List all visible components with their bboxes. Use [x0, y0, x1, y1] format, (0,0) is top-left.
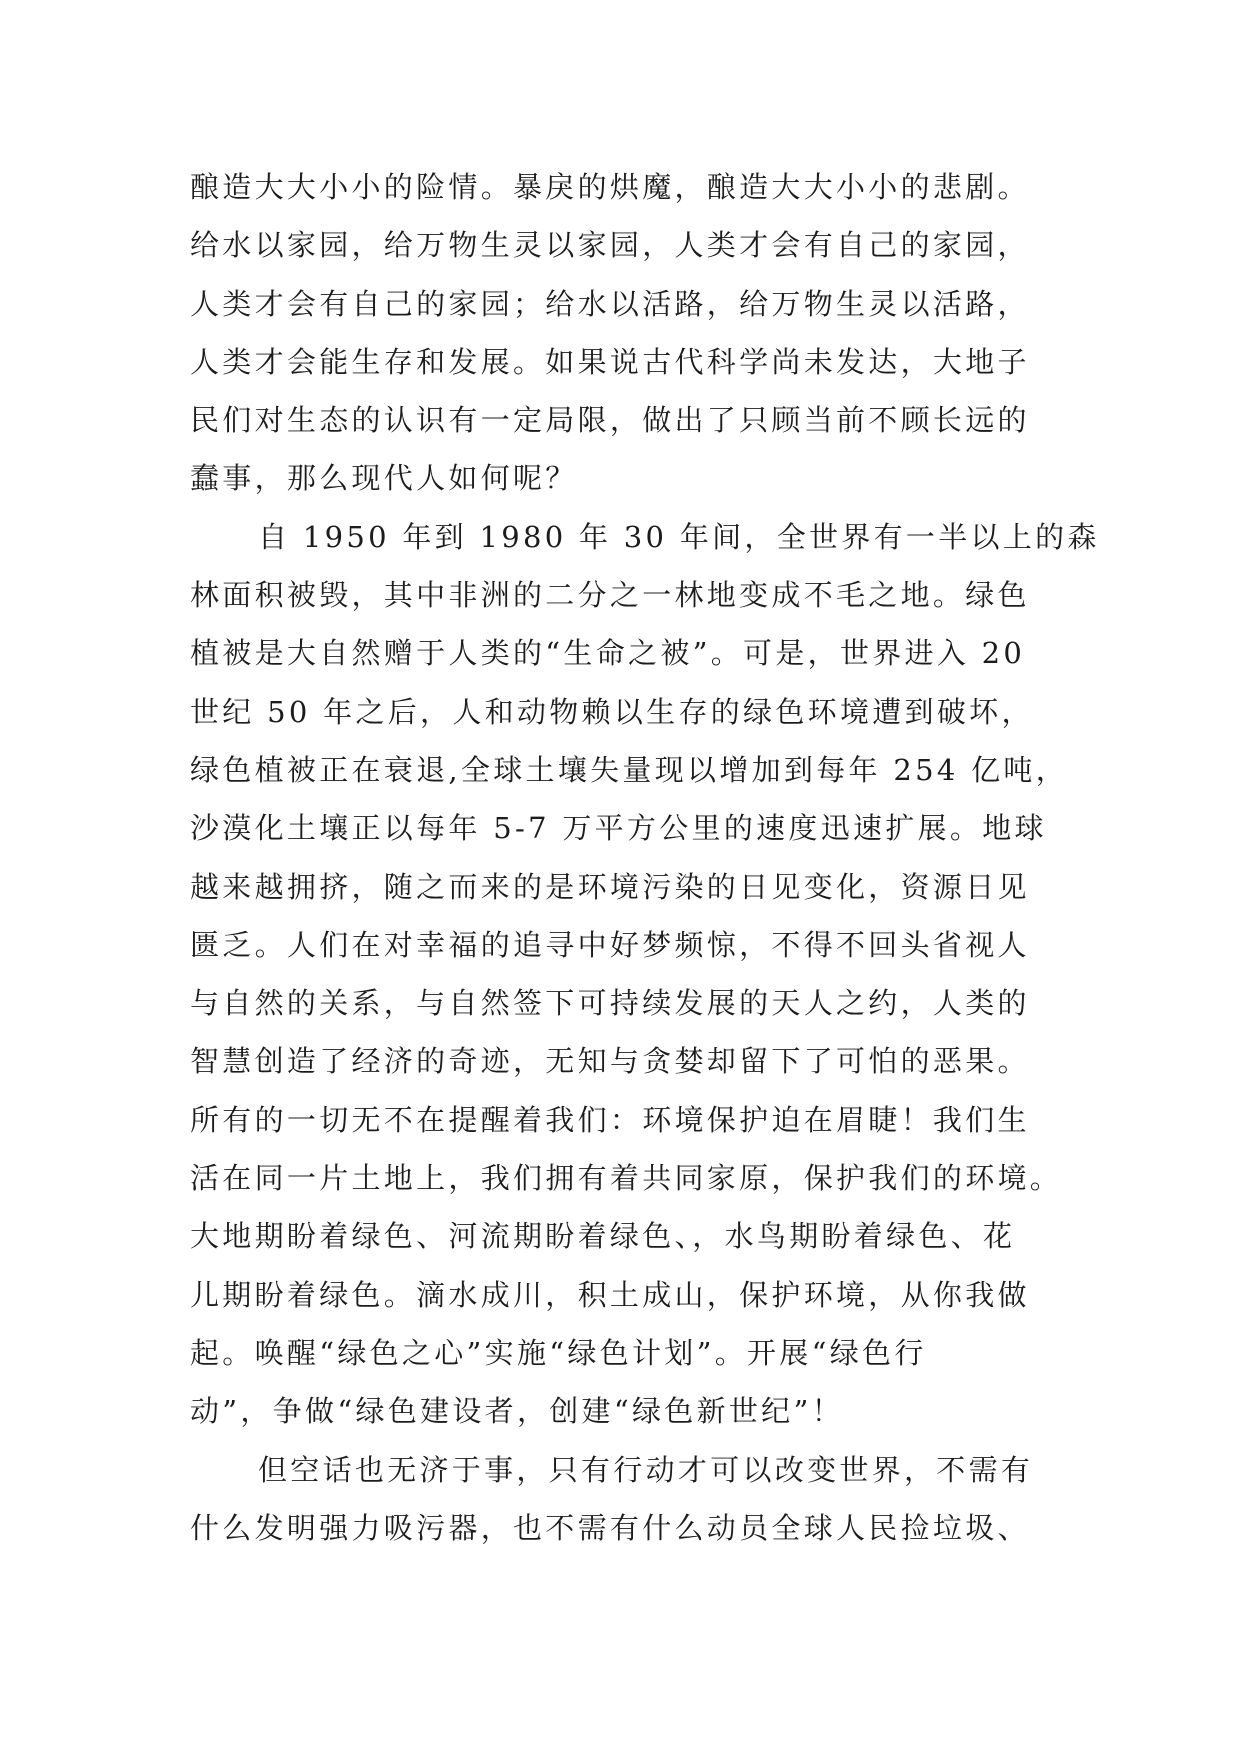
text-line: 活在同一片土地上，我们拥有着共同家原，保护我们的环境。 [190, 1161, 1063, 1196]
text-line: 与自然的关系，与自然签下可持续发展的天人之约，人类的 [190, 986, 1030, 1021]
paragraph-first-line: 自 1950 年到 1980 年 30 年间，全世界有一半以上的森 [258, 519, 1100, 554]
text-line: 人类才会能生存和发展。如果说古代科学尚未发达，大地子 [190, 344, 1030, 379]
text-line: 林面积被毁，其中非洲的二分之一林地变成不毛之地。绿色 [190, 578, 1030, 613]
text-line: 起。唤醒“绿色之心”实施“绿色计划”。开展“绿色行 [190, 1335, 927, 1370]
text-line: 大地期盼着绿色、河流期盼着绿色、，水鸟期盼着绿色、花 [190, 1219, 1016, 1254]
text-line: 植被是大自然赠于人类的“生命之被”。可是，世界进入 20 [190, 636, 1026, 671]
text-line: 世纪 50 年之后，人和动物赖以生存的绿色环境遭到破坏， [190, 694, 1034, 729]
body-text [190, 158, 1100, 1557]
paragraph-first-line: 但空话也无济于事，只有行动才可以改变世界，不需有 [258, 1452, 1034, 1487]
text-line: 蠢事，那么现代人如何呢？ [190, 461, 578, 496]
text-line: 酿造大大小小的险情。暴戾的烘魔，酿造大大小小的悲剧。 [190, 170, 1030, 204]
text-line: 什么发明强力吸污器，也不需有什么动员全球人民捡垃圾、 [190, 1510, 1030, 1545]
text-line: 所有的一切无不在提醒着我们：环境保护迫在眉睫！我们生 [190, 1102, 1030, 1137]
text-line: 匮乏。人们在对幸福的追寻中好梦频惊，不得不回头省视人 [190, 927, 1030, 962]
text-line: 动”，争做“绿色建设者，创建“绿色新世纪”！ [190, 1394, 844, 1429]
text-line: 越来越拥挤，随之而来的是环境污染的日见变化，资源日见 [190, 869, 1030, 904]
text-line: 民们对生态的认识有一定局限，做出了只顾当前不顾长远的 [190, 403, 1030, 438]
text-line: 绿色植被正在衰退,全球土壤失量现以增加到每年 254 亿吨， [190, 752, 1069, 787]
text-line: 沙漠化土壤正以每年 5-7 万平方公里的速度迅速扩展。地球 [190, 811, 1047, 846]
text-line: 儿期盼着绿色。滴水成川，积土成山，保护环境，从你我做 [190, 1277, 1030, 1312]
text-line: 人类才会有自己的家园；给水以活路，给万物生灵以活路， [190, 286, 1030, 321]
text-line: 智慧创造了经济的奇迹，无知与贪婪却留下了可怕的恶果。 [190, 1044, 1030, 1079]
text-line: 给水以家园，给万物生灵以家园，人类才会有自己的家园， [190, 228, 1030, 263]
